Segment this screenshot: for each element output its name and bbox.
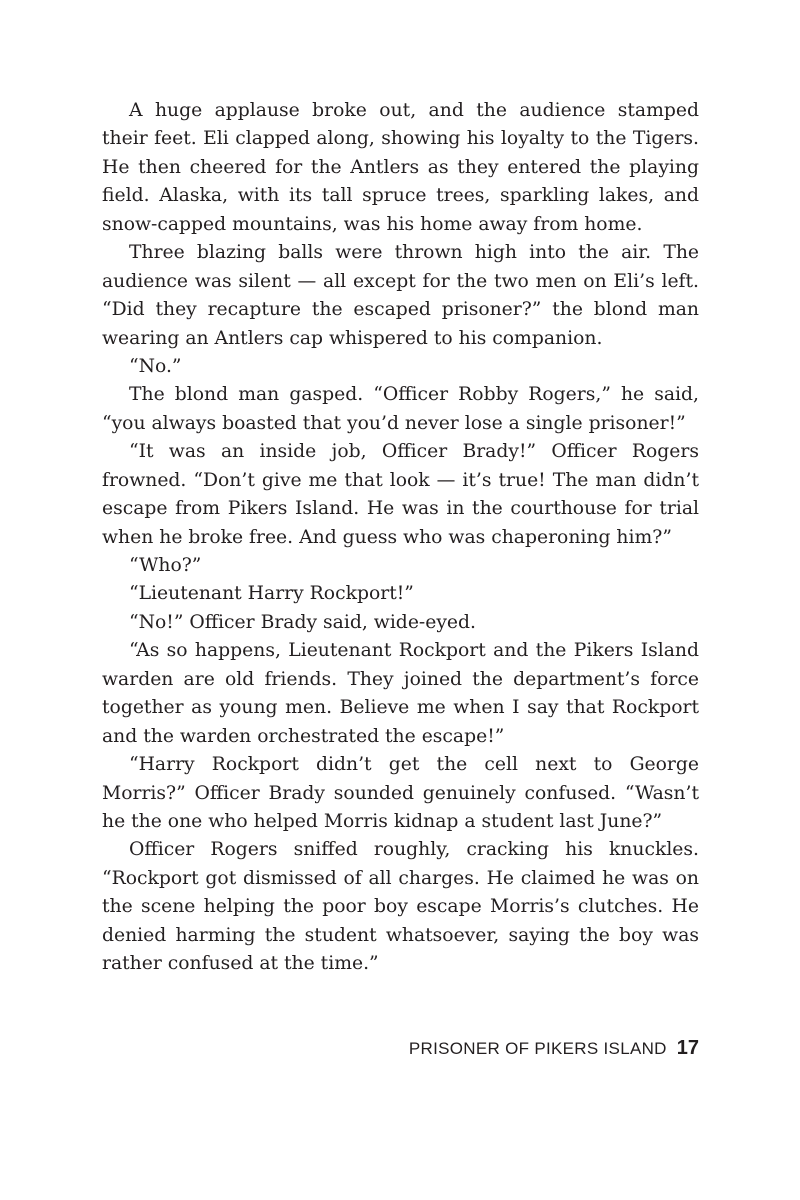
paragraph: A huge applause broke out, and the audience stamped their feet. Eli clapped along, showing his loyalty to the Tigers. He then cheered for the Antlers as they entered the playing field. Alaska, with its tall spruce trees, sparkling lakes, and snow-capped mountains, was his home away from home. xyxy=(102,100,699,235)
paragraph: “No!” Officer Brady said, wide-eyed. xyxy=(129,611,476,633)
paragraph: “Lieutenant Harry Rockport!” xyxy=(129,583,414,605)
running-head: PRISONER OF PIKERS ISLAND xyxy=(408,1039,667,1058)
paragraph: “As so happens, Lieutenant Rockport and the Pikers Island warden are old friends. They joined the department’s force together as young men. Believe me when I say that Rockport and the warden orchestrated the escape!” xyxy=(102,640,699,747)
page-number: 17 xyxy=(676,1037,699,1059)
paragraph: Three blazing balls were thrown high into the air. The audience was silent — all except for the two men on Eli’s left. “Did they recapture the escaped prisoner?” the blond man wearing an Antlers cap whispered to his companion. xyxy=(102,242,699,349)
paragraph: “No.” xyxy=(129,355,182,377)
paragraph: “Who?” xyxy=(129,555,202,576)
body-text xyxy=(102,97,699,979)
paragraph: The blond man gasped. “Officer Robby Rogers,” he said, “you always boasted that you’d never lose a single prisoner!” xyxy=(102,384,699,434)
paragraph: Officer Rogers sniffed roughly, cracking his knuckles. “Rockport got dismissed of all charges. He claimed he was on the scene helping the poor boy escape Morris’s clutches. He denied harming the student whatsoever, saying the boy was rather confused at the time.” xyxy=(102,839,699,975)
paragraph: “It was an inside job, Officer Brady!” Officer Rogers frowned. “Don’t give me that look — it’s true! The man didn’t escape from Pikers Island. He was in the courthouse for trial when he broke free. And guess who was chaperoning him?” xyxy=(102,441,699,548)
paragraph: “Harry Rockport didn’t get the cell next to George Morris?” Officer Brady sounded genuinely confused. “Wasn’t he the one who helped Morris kidnap a student last June?” xyxy=(102,754,699,832)
page-footer xyxy=(102,1037,699,1060)
